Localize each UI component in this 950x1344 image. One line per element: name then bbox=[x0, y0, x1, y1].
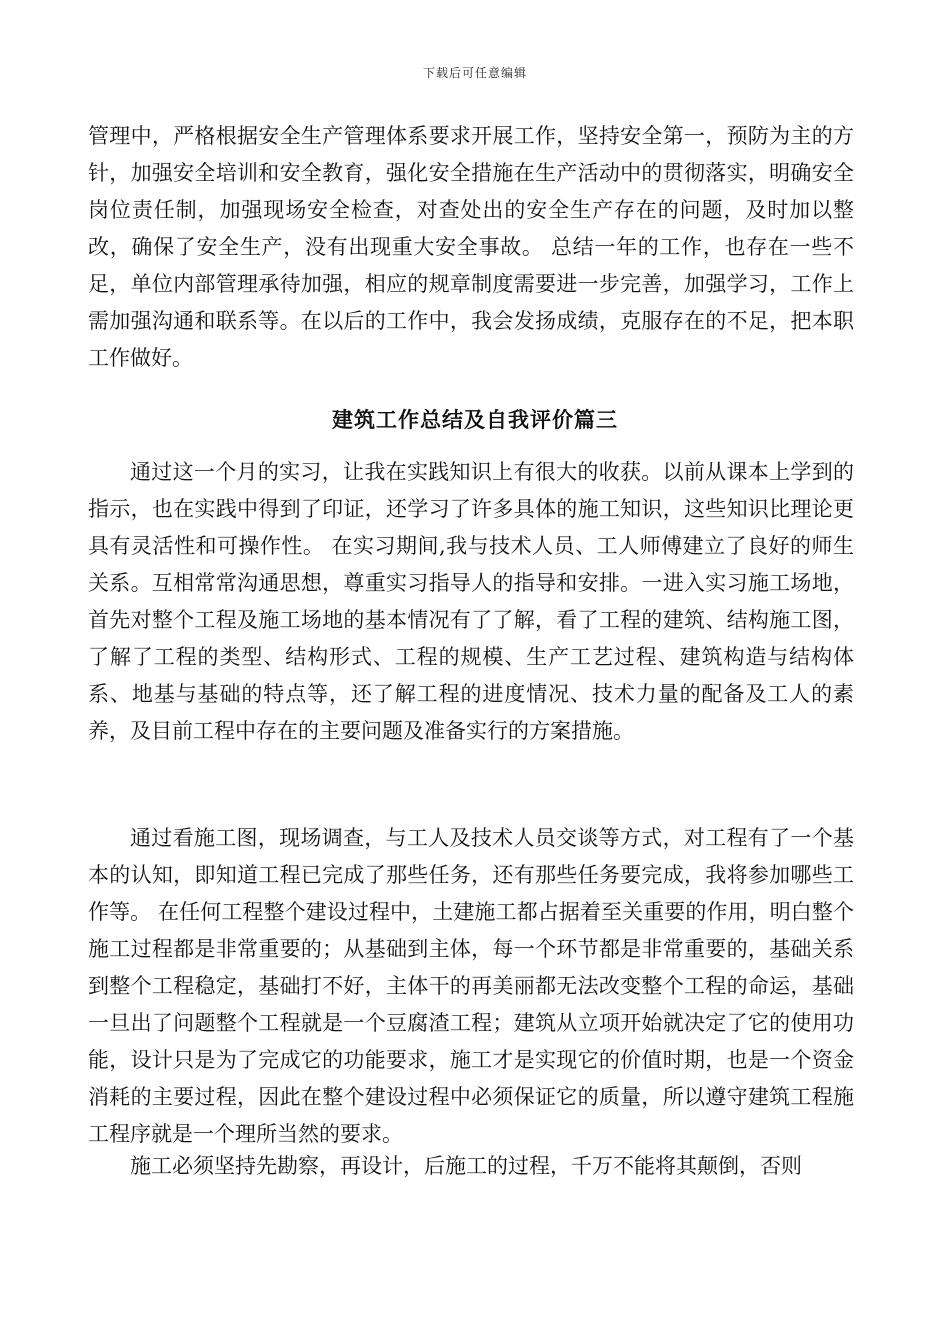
paragraph-construction-sequence: 施工必须坚持先勘察，再设计，后施工的过程，千万不能将其颠倒，否则 bbox=[130, 1154, 802, 1178]
paragraph-internship-gains: 通过这一个月的实习，让我在实践知识上有很大的收获。以前从课本上学到的指示，也在实践中得到了印证，还学习了许多具体的施工知识，这些知识比理论更具有灵活性和可操作性。 在实习期间,我与技术人员、工人师傅建立了良好的师生关系。互相常常沟通思想，尊重实习指导人的指导和安排。一进入实习施工场地，首先对整个工程及施工场地的基本情况有了了解，看了工程的建筑、结构施工图，了解了工程的类型、结构形式、工程的规模、生产工艺过程、建筑构造与结构体系、地基与基础的特点等，还了解工程的进度情况、技术力量的配备及工人的素养，及目前工程中存在的主要问题及准备实行的方案措施。 bbox=[88, 460, 854, 743]
paragraph-construction-drawings: 通过看施工图，现场调查，与工人及技术人员交谈等方式，对工程有了一个基本的认知，即知道工程已完成了那些任务，还有那些任务要完成，我将参加哪些工作等。 在任何工程整个建设过程中，土建施工都占据着至关重要的作用，明白整个施工过程都是非常重要的；从基础到主体，每一个环节都是非常重要的，基础关系到整个工程稳定，基础打不好，主体干的再美丽都无法改变整个工程的命运，基础一旦出了问题整个工程就是一个豆腐渣工程；建筑从立项开始就决定了它的使用功能，设计只是为了完成它的功能要求，施工才是实现它的价值时期，也是一个资金消耗的主要过程，因此在整个建设过程中必须保证它的质量，所以遵守建筑工程施工程序就是一个理所当然的要求。 bbox=[88, 826, 854, 1146]
page-header: 下载后可任意编辑 bbox=[422, 66, 527, 80]
paragraph-continued: 管理中，严格根据安全生产管理体系要求开展工作，坚持安全第一，预防为主的方针，加强安全培训和安全教育，强化安全措施在生产活动中的贯彻落实，明确安全岗位责任制，加强现场安全检查，对查处出的安全生产存在的问题，及时加以整改，确保了安全生产，没有出现重大安全事故。 总结一年的工作，也存在一些不足，单位内部管理承待加强，相应的规章制度需要进一步完善，加强学习，工作上需加强沟通和联系等。在以后的工作中，我会发扬成绩，克服存在的不足，把本职工作做好。 bbox=[88, 124, 854, 370]
section-heading: 建筑工作总结及自我评价篇三 bbox=[332, 407, 618, 432]
